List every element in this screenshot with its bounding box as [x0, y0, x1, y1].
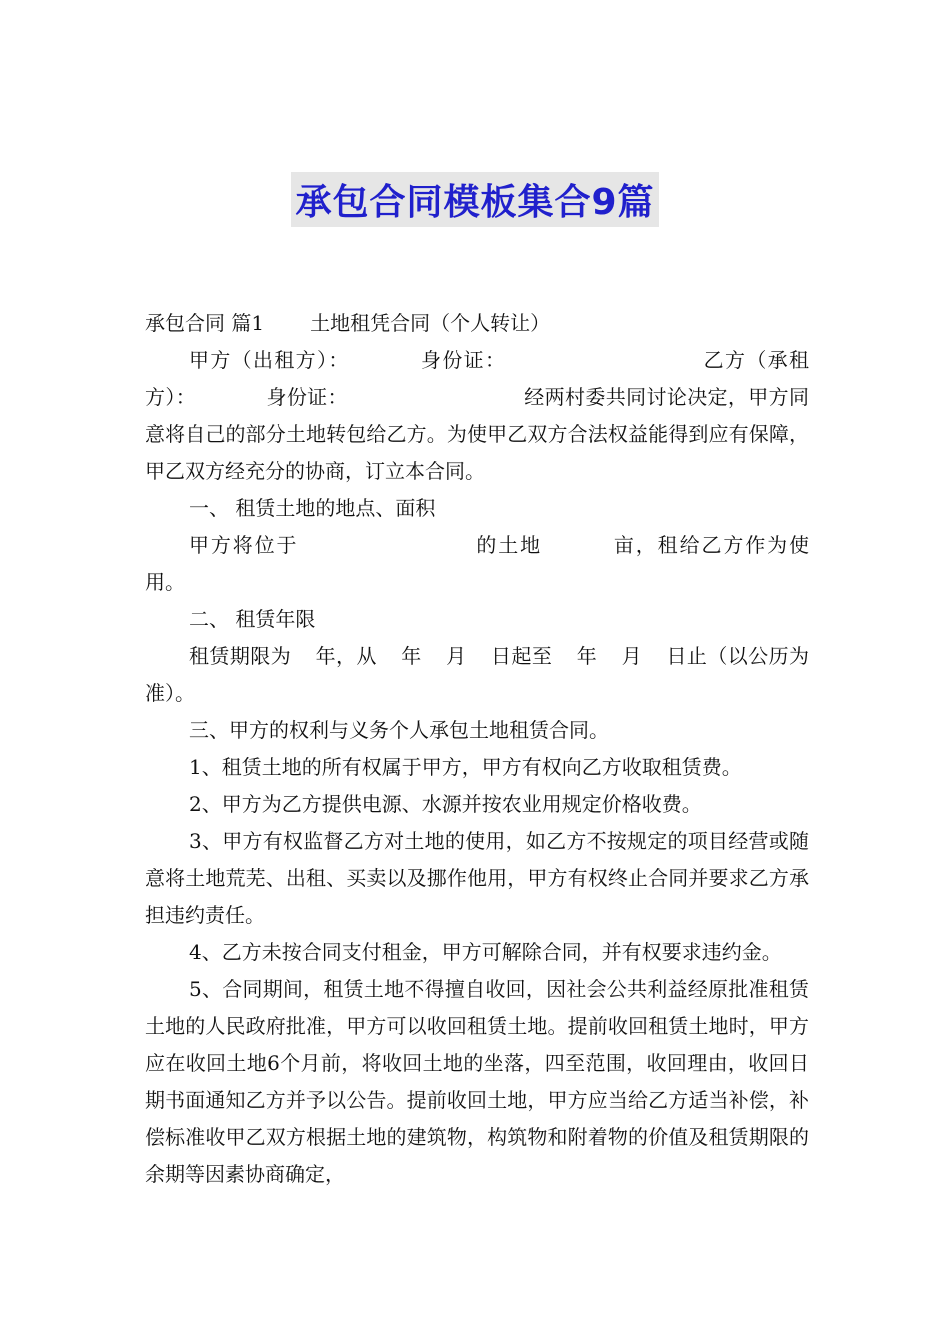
- lessor-id-label: 身份证：: [419, 348, 507, 372]
- lessee-id-label: 身份证：: [266, 385, 348, 409]
- sec2-part: 月: [445, 644, 467, 668]
- sec1-part-a: 甲方将位于: [189, 533, 299, 557]
- section-1-text: [145, 527, 809, 601]
- section-label: 承包合同 篇1: [145, 311, 265, 335]
- section-1-heading: 一、 租赁土地的地点、面积: [189, 496, 436, 520]
- lessor-label: 甲方（出租方）：: [189, 348, 350, 372]
- sec2-part: 日起至: [490, 644, 553, 668]
- sec2-part: 月: [621, 644, 643, 668]
- sec1-part-b: 的土地: [474, 533, 543, 557]
- lessee-label-a: 乙方（承租: [702, 348, 810, 372]
- section-3-heading: 三、甲方的权利与义务个人承包土地租赁合同。: [189, 718, 609, 742]
- item-5: 5、合同期间，租赁土地不得擅自收回，因社会公共利益经原批准租赁土地的人民政府批准，甲方可以收回租赁土地。提前收回租赁土地时，甲方应在收回土地6个月前，将收回土地的坐落，四至范围，收回理由，收回日期书面通知乙方并予以公告。提前收回土地，甲方应当给乙方适当补偿，补偿标准收甲乙双方根据土地的建筑物，构筑物和附着物的价值及租赁期限的余期等因素协商确定，: [145, 977, 809, 1186]
- section-2-heading: 二、 租赁年限: [189, 607, 316, 631]
- document-body: [145, 305, 809, 1193]
- parties-paragraph: [145, 342, 809, 490]
- sec2-part: 年，从: [315, 644, 377, 668]
- sec2-part: 租赁期限为: [189, 644, 292, 668]
- item-2: 2、甲方为乙方提供电源、水源并按农业用规定价格收费。: [189, 792, 702, 816]
- document-title-wrap: [0, 172, 950, 227]
- sec2-part: 日止（以公历为准）。: [145, 644, 810, 705]
- sec2-part: 年: [576, 644, 598, 668]
- item-3: 3、甲方有权监督乙方对土地的使用，如乙方不按规定的项目经营或随意将土地荒芜、出租、买卖以及挪作他用，甲方有权终止合同并要求乙方承担违约责任。: [145, 829, 809, 927]
- item-1: 1、租赁土地的所有权属于甲方，甲方有权向乙方收取租赁费。: [189, 755, 742, 779]
- sec1-part-c: 亩，租给乙方作为使用。: [145, 533, 810, 594]
- section-heading-line: [145, 305, 809, 342]
- lessee-label-b: 方）：: [145, 385, 197, 409]
- intro-text: 经两村委共同讨论决定，甲方同意将自己的部分土地转包给乙方。为使甲乙双方合法权益能得到应有保障，甲乙双方经充分的协商，订立本合同。: [145, 385, 810, 483]
- sec2-part: 年: [400, 644, 422, 668]
- document-title: 承包合同模板集合9篇: [291, 172, 658, 227]
- section-2-text: [145, 638, 809, 712]
- contract-title: 土地租凭合同（个人转让）: [310, 311, 551, 335]
- item-4: 4、乙方未按合同支付租金，甲方可解除合同，并有权要求违约金。: [189, 940, 782, 964]
